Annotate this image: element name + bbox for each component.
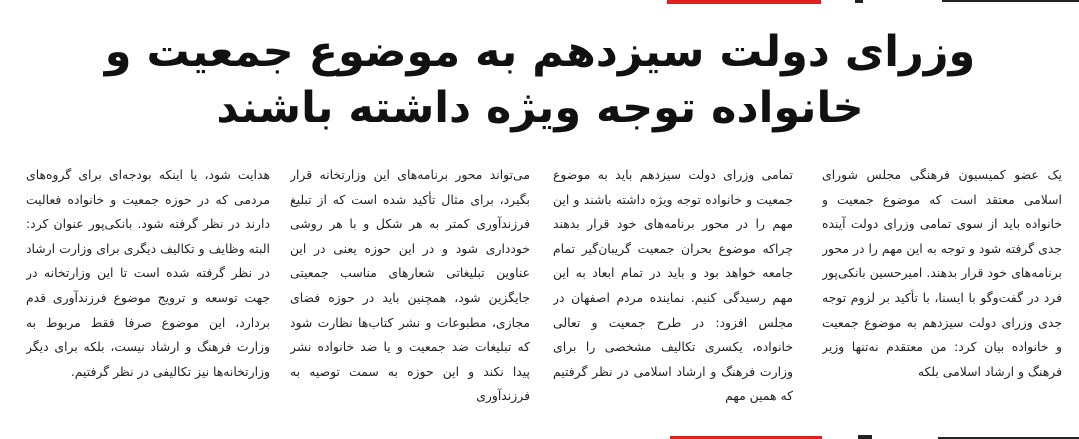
bottom-rule bbox=[0, 435, 1079, 439]
top-section-mark bbox=[855, 0, 863, 3]
top-rule bbox=[0, 0, 1079, 6]
top-red-rule bbox=[667, 0, 821, 4]
article-column-3: می‌تواند محور برنامه‌های این وزارتخانه قرار بگیرد، برای مثال تأکید شده است که از تبلیغ فرزندآوری کمتر به هر شکل و با هر روشی خودداری شود و در این حوزه یعنی در این عناوین تبلیغاتی شعارهای مناسب جمعیتی جایگزین شود، همچنین باید در حوزه فضای مجازی، مطبوعات و نشر کتاب‌ها نظارت شود که تبلیغات ضد جمعیت و یا ضد خانواده نشر پیدا نکند و این حوزه به سمت توصیه به فرزندآوری bbox=[290, 167, 530, 404]
article-headline: وزرای دولت سیزدهم به موضوع جمعیت و خانواده توجه ویژه داشته باشند bbox=[104, 27, 976, 133]
top-black-rule bbox=[942, 0, 1079, 2]
article-column-2: تمامی وزرای دولت سیزدهم باید به موضوع جمعیت و خانواده توجه ویژه داشته باشند و این مهم را در محور برنامه‌های خود قرار بدهند چراکه موضوع بحران جمعیت گریبان‌گیر تمام جامعه خواهد بود و باید در تمام ابعاد به این مهم رسیدگی کنیم. نماینده مردم اصفهان در مجلس افزود: در طرح جمعیت و تعالی خانواده، یکسری تکالیف مشخصی را برای وزارت فرهنگ و ارشاد اسلامی در نظر گرفتیم که همین مهم bbox=[553, 167, 793, 404]
bottom-section-mark bbox=[858, 435, 872, 439]
article-column-4: هدایت شود، یا اینکه بودجه‌ای برای گروه‌های مردمی که در حوزه جمعیت و خانواده فعالیت دارند در نظر گرفته شود. بانکی‌پور عنوان کرد: البته وظایف و تکالیف دیگری برای وزارت ارشاد در نظر گرفته شده است تا این وزارتخانه در جهت توسعه و ترویج موضوع فرزندآوری قدم بردارد، این موضوع صرفا فقط مربوط به وزارت فرهنگ و ارشاد نیست، بلکه برای دیگر وزارتخانه‌ها نیز تکالیفی در نظر گرفتیم. bbox=[26, 167, 270, 379]
article-column-1: یک عضو کمیسیون فرهنگی مجلس شورای اسلامی معتقد است که موضوع جمعیت و خانواده باید از سوی تمامی وزرای دولت آینده جدی گرفته شود و توجه به این مهم را در محور برنامه‌های خود قرار بدهند. امیرحسین بانکی‌پور فرد در گفت‌وگو با ایسنا، با تأکید بر لزوم توجه جدی وزرای دولت سیزدهم به موضوع جمعیت و خانواده بیان کرد: من معتقدم نه‌تنها وزیر فرهنگ و ارشاد اسلامی بلکه bbox=[822, 167, 1062, 379]
